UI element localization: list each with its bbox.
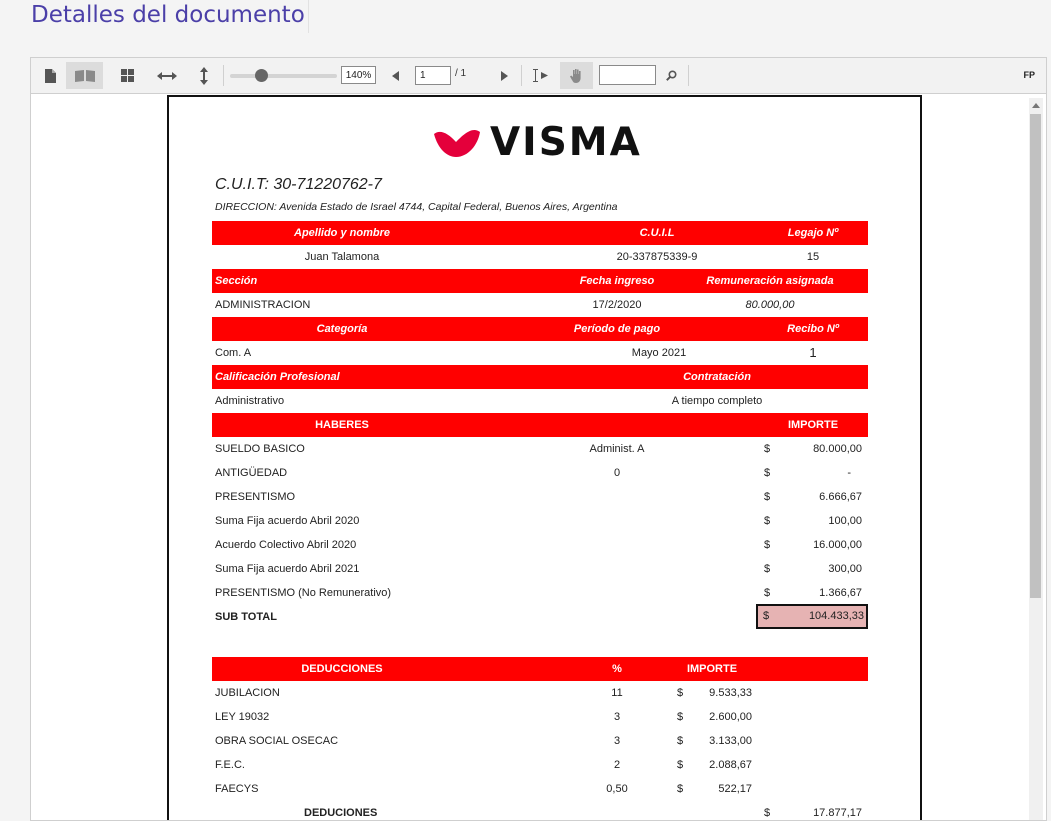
deduccion-concepto: JUBILACION [215,687,280,699]
header-calificacion: Calificación Profesional [215,371,340,383]
two-page-icon[interactable] [66,62,103,89]
deduccion-importe: 522,17 [718,783,752,795]
section-value: ADMINISTRACION [215,299,311,311]
subtotal-importe: 104.433,33 [808,610,864,622]
document-scroll-area[interactable] [31,94,1046,820]
category-row [212,341,868,365]
deduccion-row [212,753,868,777]
haberes-row [212,461,868,485]
haber-moneda: $ [764,539,771,551]
deduccion-porcentaje: 3 [613,711,621,723]
haber-moneda: $ [764,491,771,503]
haber-importe: 80.000,00 [813,443,862,455]
haberes-row [212,581,868,605]
deduccion-moneda: $ [677,759,684,771]
haber-moneda: $ [764,443,771,455]
header-recibo: Recibo Nº [787,323,839,335]
header-deducciones-importe: IMPORTE [686,663,738,675]
header-legajo: Legajo Nº [787,227,839,239]
company-cuit: C.U.I.T: 30-71220762-7 [215,176,382,193]
deduccion-moneda: $ [677,711,684,723]
haber-importe: - [847,467,851,479]
pdf-viewer [30,57,1047,821]
haber-importe: 300,00 [828,563,862,575]
calificacion-header-bar [212,365,868,389]
category-header-bar [212,317,868,341]
page-total: / 1 [455,68,467,79]
header-remuneracion: Remuneración asignada [706,275,834,287]
fp-label: FP [1023,70,1035,80]
visma-logo [432,120,642,165]
toolbar-separator [521,65,522,86]
employee-legajo: 15 [806,251,820,263]
deduccion-porcentaje: 0,50 [606,783,628,795]
single-page-icon[interactable] [37,62,62,89]
haber-concepto: Suma Fija acuerdo Abril 2020 [215,515,360,527]
header-deducciones: DEDUCCIONES [301,663,383,675]
fit-height-icon[interactable] [193,62,215,89]
deduccion-importe: 3.133,00 [709,735,752,747]
contratacion-value: A tiempo completo [671,395,763,407]
header-cuil: C.U.I.L [639,227,675,239]
subtotal-label: SUB TOTAL [215,611,277,623]
deduccion-row [212,705,868,729]
fecha-ingreso-value: 17/2/2020 [592,299,642,311]
haber-moneda: $ [764,467,771,479]
haber-importe: 100,00 [828,515,862,527]
header-apellido: Apellido y nombre [294,227,390,239]
deduccion-porcentaje: 2 [613,759,621,771]
subtotal-moneda: $ [763,610,770,622]
haber-importe: 1.366,67 [819,587,862,599]
toolbar-separator [688,65,689,86]
deduccion-importe: 2.600,00 [709,711,752,723]
haber-detalle: Administ. A [589,443,645,455]
deduccion-porcentaje: 3 [613,735,621,747]
haberes-row [212,533,868,557]
header-haberes-importe: IMPORTE [787,419,839,431]
haber-concepto: SUELDO BASICO [215,443,305,455]
header-porcentaje: % [612,663,622,675]
section-row [212,293,868,317]
deduccion-concepto: FAECYS [215,783,259,795]
grid-view-icon[interactable] [115,62,140,89]
company-address: DIRECCION: Avenida Estado de Israel 4744, Capital Federal, Buenos Aires, Argentina [215,201,618,213]
haber-concepto: Suma Fija acuerdo Abril 2021 [215,563,360,575]
page-number-input[interactable]: 1 [415,66,451,85]
header-haberes: HABERES [315,419,369,431]
deduccion-moneda: $ [677,783,684,795]
haber-moneda: $ [764,563,771,575]
haberes-row [212,485,868,509]
deducciones-total-label: DEDUCIONES [304,807,378,819]
fit-width-icon[interactable] [153,62,180,89]
haber-concepto: PRESENTISMO [215,491,296,503]
deducciones-header-bar [212,657,868,681]
deduccion-concepto: F.E.C. [215,759,245,771]
recibo-value: 1 [809,345,817,360]
search-input[interactable] [599,65,656,85]
haberes-header-bar [212,413,868,437]
next-page-icon[interactable] [495,62,513,89]
zoom-slider-track[interactable] [230,74,337,78]
haber-moneda: $ [764,515,771,527]
payslip-document [167,95,922,820]
deduccion-row [212,777,868,801]
deduccion-moneda: $ [677,687,684,699]
deduccion-porcentaje: 11 [611,687,623,699]
logo-text: VISMA [490,120,642,165]
zoom-slider-thumb[interactable] [255,69,268,82]
toolbar-separator [223,65,224,86]
haberes-row [212,509,868,533]
haber-concepto: PRESENTISMO (No Remunerativo) [215,587,392,599]
remuneracion-value: 80.000,00 [745,299,795,311]
header-periodo: Período de pago [573,323,661,335]
calificacion-value: Administrativo [215,395,285,407]
employee-row [212,245,868,269]
subtotal-box [756,604,868,629]
previous-page-icon[interactable] [386,62,404,89]
visma-logo-mark [432,127,482,159]
deduccion-concepto: LEY 19032 [215,711,270,723]
employee-cuil: 20-337875339-9 [616,251,698,263]
hand-pan-icon[interactable] [560,62,593,89]
deduccion-concepto: OBRA SOCIAL OSECAC [215,735,339,747]
scrollbar-thumb[interactable] [1030,114,1041,598]
section-header-bar [212,269,868,293]
header-contratacion: Contratación [683,371,751,383]
deducciones-total-moneda: $ [764,807,771,819]
haber-importe: 16.000,00 [813,539,862,551]
deduccion-moneda: $ [677,735,684,747]
header-categoria: Categoría [316,323,368,335]
haber-importe: 6.666,67 [819,491,862,503]
page-title: Detalles del documento [31,2,305,28]
zoom-level-input[interactable]: 140% [341,66,376,84]
text-select-icon[interactable] [528,62,554,89]
deducciones-total-importe: 17.877,17 [813,807,862,819]
search-icon[interactable] [662,62,680,89]
calificacion-row [212,389,868,413]
viewer-toolbar [31,58,1046,94]
title-divider [308,0,309,33]
employee-header-bar [212,221,868,245]
haber-concepto: ANTIGÜEDAD [215,467,288,479]
deduccion-row [212,681,868,705]
deduccion-importe: 2.088,67 [709,759,752,771]
periodo-value: Mayo 2021 [631,347,687,359]
scroll-up-icon[interactable] [1029,98,1043,112]
header-seccion: Sección [215,275,258,287]
haber-moneda: $ [764,587,771,599]
haberes-row [212,437,868,461]
categoria-value: Com. A [215,347,252,359]
haber-concepto: Acuerdo Colectivo Abril 2020 [215,539,357,551]
deduccion-row [212,729,868,753]
haber-detalle: 0 [613,467,621,479]
haberes-row [212,557,868,581]
deduccion-importe: 9.533,33 [709,687,752,699]
header-fecha-ingreso: Fecha ingreso [579,275,655,287]
employee-name: Juan Talamona [304,251,380,263]
deducciones-total-row [212,801,868,820]
